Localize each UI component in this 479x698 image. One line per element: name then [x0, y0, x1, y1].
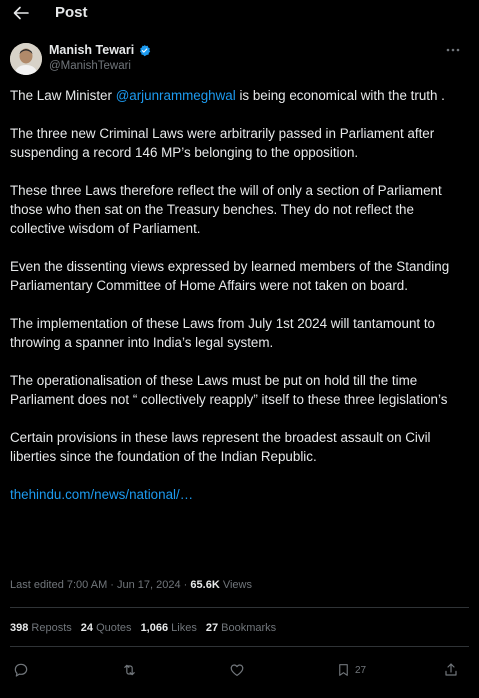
likes-count: 1,066 — [140, 622, 169, 634]
divider — [10, 646, 469, 647]
more-icon — [446, 48, 460, 52]
views-label: Views — [219, 579, 252, 591]
like-button[interactable] — [229, 660, 245, 680]
reposts-stat[interactable] — [10, 622, 72, 634]
reposts-label: Reposts — [28, 622, 72, 634]
bookmarks-count: 27 — [205, 622, 219, 634]
bookmarks-label: Bookmarks — [218, 622, 277, 634]
post-text — [10, 86, 465, 504]
post-paragraph: Even the dissenting views expressed by learned members of the Standing Parliamentary Committee of Home Affairs were not taken on board. — [10, 259, 450, 293]
repost-icon — [121, 662, 138, 678]
edited-timestamp[interactable]: Last edited 7:00 AM · Jun 17, 2024 · — [10, 579, 191, 591]
share-button[interactable] — [443, 660, 459, 680]
verified-badge-icon — [138, 44, 151, 57]
post-link-row — [10, 485, 465, 504]
avatar[interactable] — [10, 43, 42, 75]
post-paragraph — [10, 86, 465, 105]
divider — [10, 607, 469, 608]
post-author — [10, 40, 470, 80]
top-bar — [0, 0, 479, 28]
engagement-stats — [10, 622, 276, 634]
quotes-count: 24 — [80, 622, 94, 634]
post-paragraph: These three Laws therefore reflect the will of only a section of Parliament those who then sat on the Treasury benches. They do not reflect the collective wisdom of Parliament. — [10, 183, 442, 236]
likes-label: Likes — [168, 622, 197, 634]
quotes-stat[interactable] — [81, 622, 132, 634]
bookmark-button[interactable] — [336, 660, 366, 680]
post-paragraph: Certain provisions in these laws represent the broadest assault on Civil liberties since the foundation of the Indian Republic. — [10, 430, 431, 464]
bookmarks-stat[interactable] — [206, 622, 276, 634]
reply-icon — [13, 662, 29, 678]
bookmark-icon — [336, 662, 351, 678]
share-icon — [443, 662, 459, 678]
text-segment: The Law Minister — [10, 88, 116, 103]
author-name[interactable]: Manish Tewari — [49, 43, 135, 57]
views-count: 65.6K — [190, 579, 220, 591]
post-paragraph: The three new Criminal Laws were arbitrarily passed in Parliament after suspending a record 146 MP’s belonging to the opposition. — [10, 126, 435, 160]
like-icon — [229, 662, 245, 678]
back-button[interactable] — [10, 3, 32, 23]
text-segment: is being economical with the truth . — [235, 88, 445, 103]
likes-stat[interactable] — [141, 622, 197, 634]
action-bar — [0, 660, 479, 682]
name-row — [49, 43, 151, 57]
post-meta — [10, 579, 252, 591]
article-link[interactable]: thehindu.com/news/national/… — [10, 487, 194, 502]
more-button[interactable] — [444, 43, 462, 57]
bookmark-count: 27 — [355, 664, 367, 676]
author-handle[interactable]: @ManishTewari — [49, 60, 131, 72]
post-paragraph: The implementation of these Laws from July 1st 2024 will tantamount to throwing a spanner into India’s legal system. — [10, 316, 435, 350]
post-paragraph: The operationalisation of these Laws must be put on hold till the time Parliament does not “ collectively reapply” itself to these three legislation’s — [10, 373, 448, 407]
reposts-count: 398 — [10, 622, 29, 634]
reply-button[interactable] — [13, 660, 29, 680]
quotes-label: Quotes — [93, 622, 132, 634]
page-title: Post — [55, 4, 88, 21]
repost-button[interactable] — [121, 660, 138, 680]
back-arrow-icon — [13, 6, 29, 20]
mention-link[interactable]: @arjunrammeghwal — [115, 88, 236, 103]
